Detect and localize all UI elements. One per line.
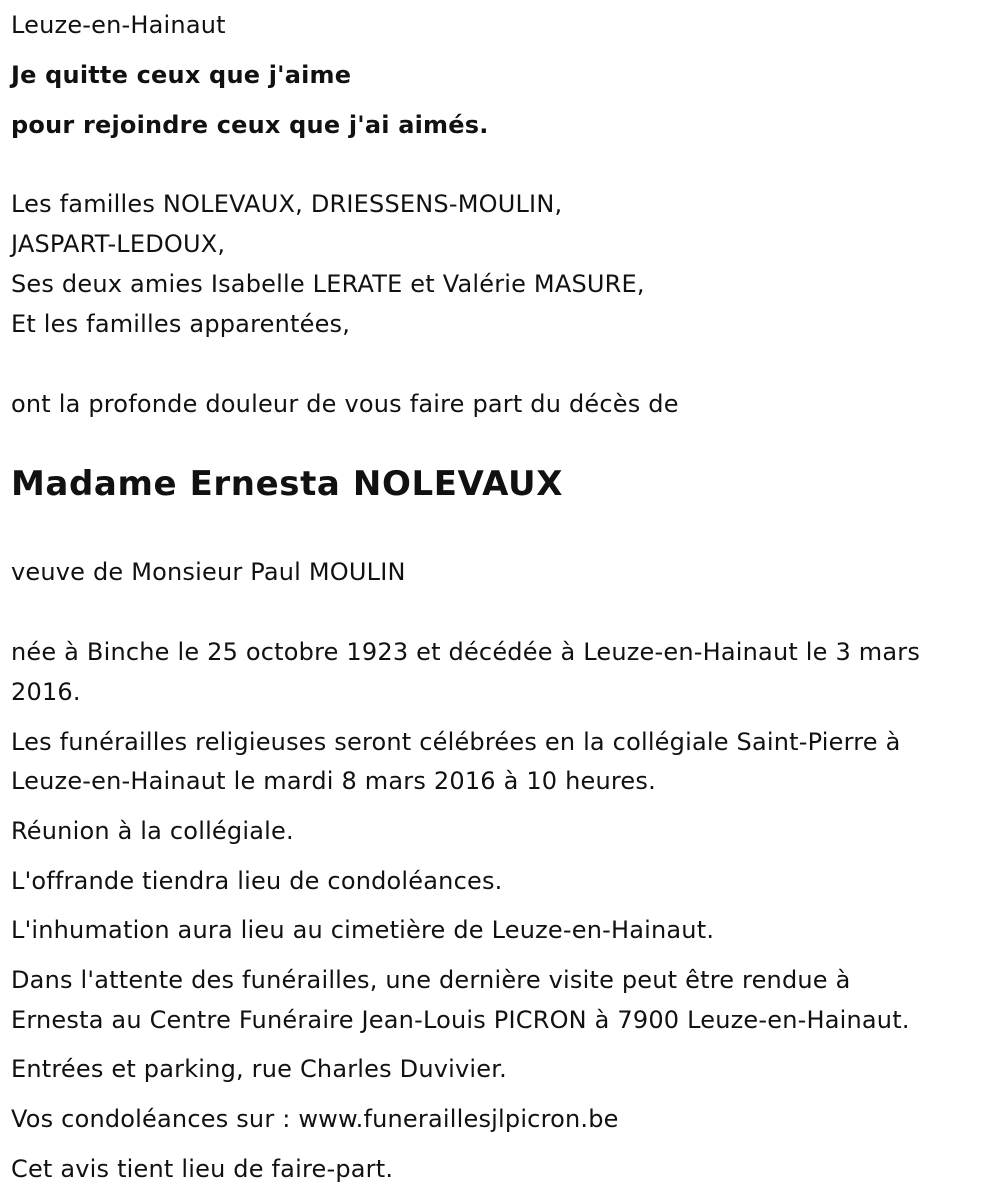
parking-text: Entrées et parking, rue Charles Duvivier. — [11, 1055, 507, 1083]
quote-line-1: Je quitte ceux que j'aime — [11, 61, 352, 89]
quote-line-2: pour rejoindre ceux que j'ai aimés. — [11, 111, 489, 139]
funeral-line-2: Leuze-en-Hainaut le mardi 8 mars 2016 à 10 heures. — [11, 767, 656, 795]
burial-text: L'inhumation aura lieu au cimetière de Leuze-en-Hainaut. — [11, 916, 715, 944]
location-heading: Leuze-en-Hainaut — [11, 11, 226, 39]
announcement-text: ont la profonde douleur de vous faire part du décès de — [11, 390, 679, 418]
deceased-name: Madame Ernesta NOLEVAUX — [11, 464, 564, 504]
families-line-3: Ses deux amies Isabelle LERATE et Valérie MASURE, — [11, 270, 645, 298]
funeral-line-1: Les funérailles religieuses seront célébrées en la collégiale Saint-Pierre à — [11, 728, 901, 756]
birth-death-line-2: 2016. — [11, 678, 81, 706]
families-line-4: Et les familles apparentées, — [11, 310, 351, 338]
families-line-1: Les familles NOLEVAUX, DRIESSENS-MOULIN, — [11, 190, 563, 218]
families-line-2: JASPART-LEDOUX, — [11, 230, 226, 258]
condolences-text: Vos condoléances sur : www.funeraillesjlpicron.be — [11, 1105, 619, 1133]
spouse-text: veuve de Monsieur Paul MOULIN — [11, 558, 406, 586]
visit-line-1: Dans l'attente des funérailles, une dernière visite peut être rendue à — [11, 966, 851, 994]
visit-line-2: Ernesta au Centre Funéraire Jean-Louis PICRON à 7900 Leuze-en-Hainaut. — [11, 1006, 910, 1034]
meeting-text: Réunion à la collégiale. — [11, 817, 294, 845]
birth-death-line-1: née à Binche le 25 octobre 1923 et décédée à Leuze-en-Hainaut le 3 mars — [11, 638, 921, 666]
notice-text: Cet avis tient lieu de faire-part. — [11, 1155, 394, 1183]
offering-text: L'offrande tiendra lieu de condoléances. — [11, 867, 503, 895]
